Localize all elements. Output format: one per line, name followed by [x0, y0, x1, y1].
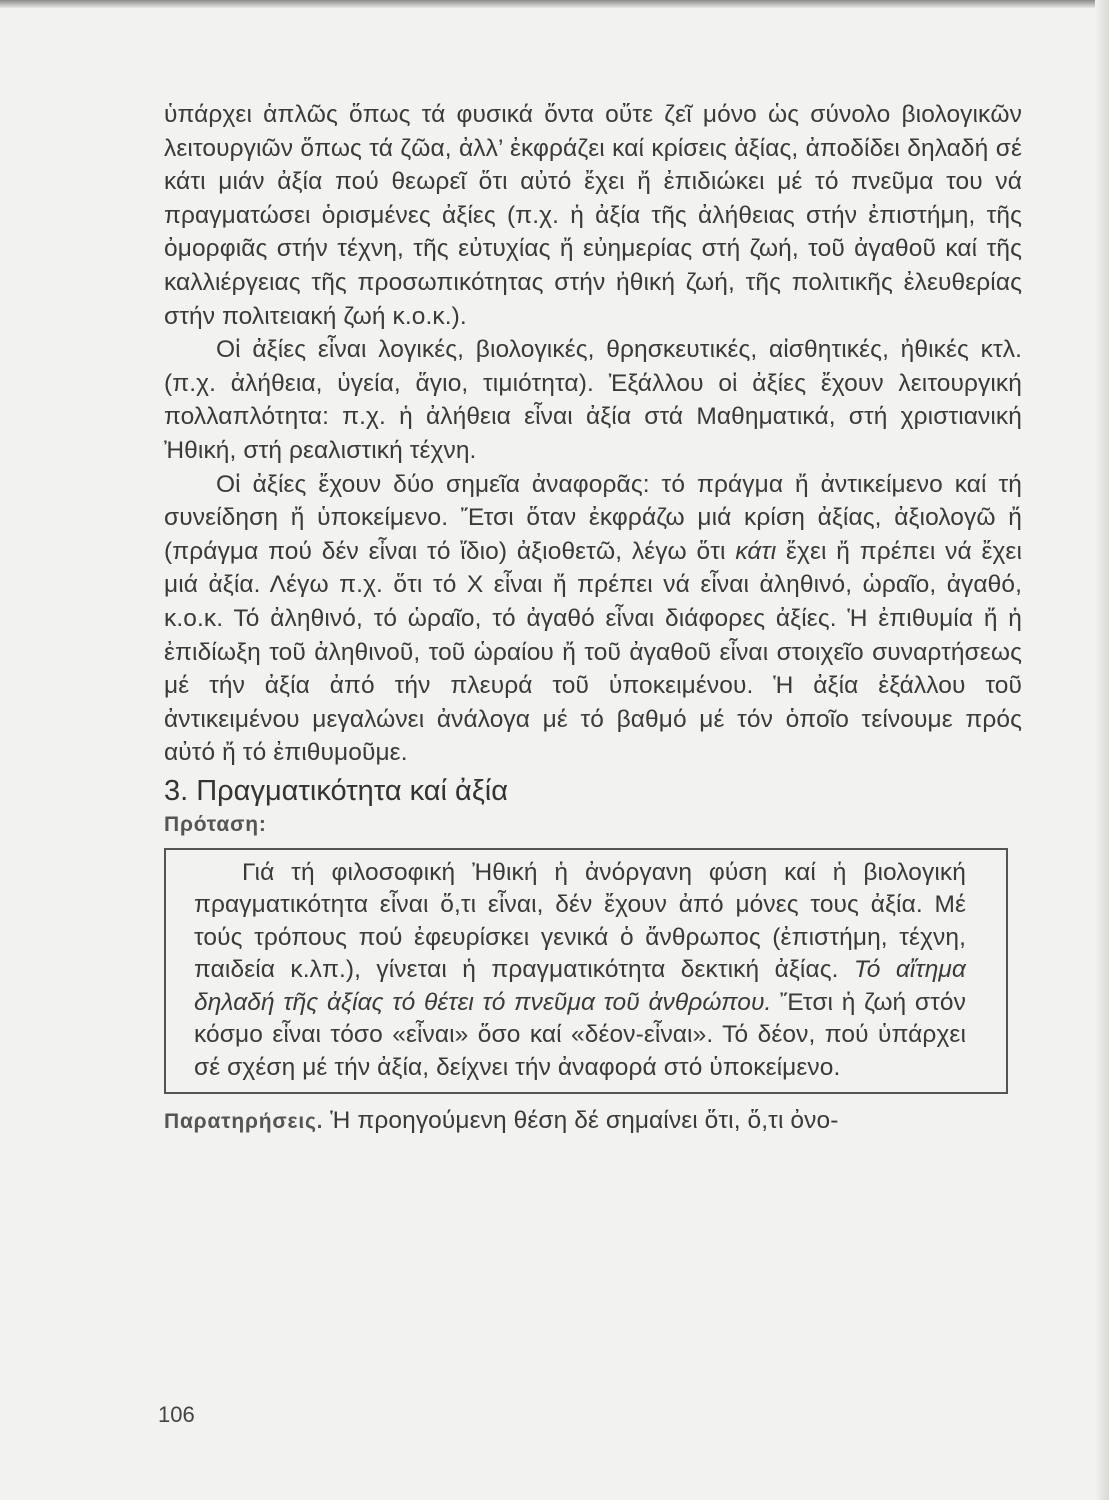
notes-text: Ἡ προηγούμενη θέση δέ σημαίνει ὅτι, ὅ,τι ὀνο- — [323, 1107, 839, 1135]
proposal-emphasis: Τό αἴτημα δηλαδή τῆς ἀξίας τό θέτει τό πνεῦμα τοῦ ἀνθρώπου. — [194, 956, 966, 1016]
notes-line — [164, 1104, 1022, 1139]
book-page — [164, 98, 1022, 1139]
paragraph-3-start: Οἱ ἀξίες ἔχουν δύο σημεῖα ἀναφορᾶς: τό πράγμα ἤ ἀντικείμενο καί τή συνείδηση ἤ ὑποκείμενο. Ἔτσι ὅταν ἐκφράζω μιά κρίση ἀξίας, ἀξιολογῶ ἤ (πράγμα πού δέν εἶναι τό ἴδιο) ἀξιοθετῶ, λέγω ὅτι — [164, 470, 1022, 565]
paragraph-3-emphasis: κάτι — [735, 537, 777, 565]
paragraph-3 — [164, 468, 1022, 770]
proposal-end: Ἔτσι ἡ ζωή στόν κόσμο εἶναι τόσο «εἶναι» ὅσο καί «δέον-εἶναι». Τό δέον, πού ὑπάρχει σέ σχέση μέ τήν ἀξία, δείχνει τήν ἀναφορά στό ὑποκείμενο. — [194, 988, 966, 1081]
scan-top-shadow — [0, 0, 1109, 8]
proposal-start: Γιά τή φιλοσοφική Ἠθική ἡ ἀνόργανη φύση καί ἡ βιολογική πραγματικότητα εἶναι ὅ,τι εἶναι, δέν ἔχουν ἀπό μόνες τους ἀξία. Μέ τούς τρόπους πού ἐφευρίσκει γενικά ὁ ἄνθρωπος (ἐπιστήμη, τέχνη, παιδεία κ.λπ.), γίνεται ἡ πραγματικότητα δεκτική ἀξίας. — [194, 858, 966, 984]
notes-label: Παρατηρήσεις. — [164, 1110, 324, 1134]
proposal-label: Πρόταση: — [164, 812, 267, 836]
proposal-box — [164, 848, 1008, 1095]
paragraph-1: ὑπάρχει ἁπλῶς ὅπως τά φυσικά ὄντα οὔτε ζεῖ μόνο ὡς σύνολο βιολογικῶν λειτουργιῶν ὅπως τά ζῶα, ἀλλ’ ἐκφράζει καί κρίσεις ἀξίας, ἀποδίδει δηλαδή σέ κάτι μιάν ἀξία πού θεωρεῖ ὅτι αὐτό ἔχει ἤ ἐπιδιώκει μέ τό πνεῦμα του νά πραγματώσει ὁρισμένες ἀξίες (π.χ. ἡ ἀξία τῆς ἀλήθειας στήν ἐπιστήμη, τῆς ὀμορφιᾶς στήν τέχνη, τῆς εὐτυχίας ἤ εὐημερίας στή ζωή, τοῦ ἀγαθοῦ καί τῆς καλλιέργειας τῆς προσωπικότητας στήν ἠθική ζωή, τῆς πολιτικῆς ἐλευθερίας στήν πολιτειακή ζωή κ.ο.κ.). — [164, 101, 1022, 330]
scan-right-shadow — [1095, 0, 1109, 1500]
proposal-text — [194, 857, 966, 1085]
paragraph-3-end: ἔχει ἤ πρέπει νά ἔχει μιά ἀξία. Λέγω π.χ. ὅτι τό Χ εἶναι ἤ πρέπει νά εἶναι ἀληθινό, ὡραῖο, ἀγαθό, κ.ο.κ. Τό ἀληθινό, τό ὡραῖο, τό ἀγαθό εἶναι διάφορες ἀξίες. Ἡ ἐπιθυμία ἤ ἡ ἐπιδίωξη τοῦ ἀληθινοῦ, τοῦ ὡραίου ἤ τοῦ ἀγαθοῦ εἶναι στοιχεῖο συναρτήσεως μέ τήν ἀξία ἀπό τήν πλευρά τοῦ ὑποκειμένου. Ἡ ἀξία ἐξάλλου τοῦ ἀντικειμένου μεγαλώνει ἀνάλογα μέ τό βαθμό μέ τόν ὁποῖο τείνουμε πρός αὐτό ἤ τό ἐπιθυμοῦμε. — [164, 537, 1022, 767]
paragraph-2: Οἱ ἀξίες εἶναι λογικές, βιολογικές, θρησκευτικές, αἰσθητικές, ἠθικές κτλ. (π.χ. ἀλήθεια, ὑγεία, ἅγιο, τιμιότητα). Ἐξάλλου οἱ ἀξίες ἔχουν λειτουργική πολλαπλότητα: π.χ. ἡ ἀλήθεια εἶναι ἀξία στά Μαθηματικά, στή χριστιανική Ἠθική, στή ρεαλιστική τέχνη. — [164, 336, 1022, 464]
page-number: 106 — [158, 1402, 195, 1427]
section-title: 3. Πραγματικότητα καί ἀξία — [164, 774, 509, 807]
